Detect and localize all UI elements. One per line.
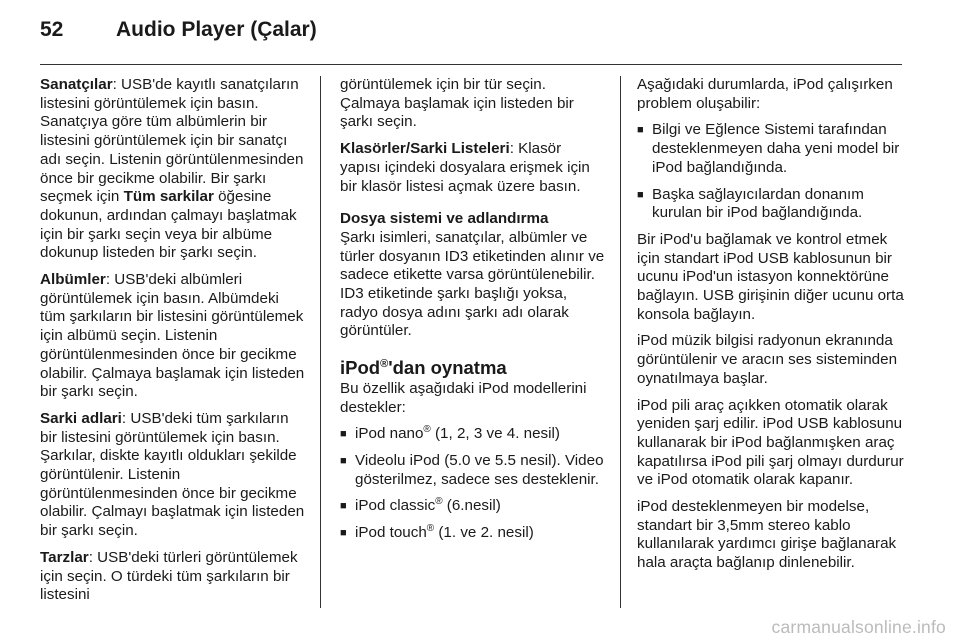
column-divider-1: [320, 76, 321, 608]
column-1: [40, 76, 308, 613]
songs-paragraph: Sarki adlari: USB'deki tüm şarkıların bir listesini görüntülemek için basın. Şarkılar, diskte kayıtlı oldukları şekilde görüntülenir. Listenin görüntülenmesinden önce bir gecikme olabilir. Çalmayı başlatmak için listeden bir şarkı seçin.: [40, 409, 305, 540]
column-divider-2: [620, 76, 621, 608]
albums-term: Albümler: [40, 271, 106, 289]
list-item: ■ iPod touch® (1. ve 2. nesil): [340, 524, 605, 543]
genres-term: Tarzlar: [40, 548, 89, 566]
file-system-paragraph: Şarkı isimleri, sanatçılar, albümler ve türler dosyanın ID3 etiketinden alınır ve sadece etikette varsa görüntülenebilir. ID3 etiketinde şarkı başlığı yoksa, radyo dosya adını şarkı adı olarak görüntüler.: [340, 228, 605, 340]
aux-paragraph: iPod desteklenmeyen bir modelse, standart bir 3,5mm stereo kablo kullanılarak yardımcı girişe bağlanarak hala araçta bağlanıp dinlenebilir.: [637, 498, 897, 572]
songs-term: Sarki adlari: [40, 409, 122, 427]
display-paragraph: iPod müzik bilgisi radyonun ekranında görüntülenir ve aracın ses sisteminden oynatılmaya başlar.: [637, 332, 898, 387]
problems-intro: Aşağıdaki durumlarda, iPod çalışırken problem oluşabilir:: [637, 76, 893, 112]
column-3: [637, 76, 907, 581]
header-rule: [40, 64, 902, 65]
problems-list: [637, 121, 907, 223]
all-songs-term: Tüm sarkilar: [123, 188, 214, 206]
watermark: carmanualsonline.info: [771, 617, 946, 637]
artists-paragraph: Sanatçılar: USB'de kayıtlı sanatçıların listesini görüntülemek için basın. Sanatçıya göre tüm albümlerin bir listesini görüntülemek için bir sanatçı adı seçin. Listenin görüntülenmesinden önce bir gecikme olabilir. Bir şarkı seçmek için Tüm sarkilar öğesine dokunun, ardından çalmayı başlatmak için bir şarkı seçin veya bir albüme dokunup listeden bir şarkı seçin.: [40, 76, 304, 262]
page-header: [40, 18, 317, 52]
charging-paragraph: iPod pili araç açıkken otomatik olarak yeniden şarj edilir. iPod USB kablosunu kullanarak bir iPod bağlanmışken araç kapatılırsa iPod pili şarj olmayı durdurur ve iPod otomatik olarak kapanır.: [637, 396, 904, 489]
albums-paragraph: Albümler: USB'deki albümleri görüntülemek için basın. Albümdeki tüm şarkıların bir listesini görüntülemek için albümü seçin. Listenin görüntülenmesinden önce bir gecikme olabilir. Çalmaya başlamak için listeden bir şarkı seçin.: [40, 271, 305, 401]
list-item: ■ Bilgi ve Eğlence Sistemi tarafından desteklenmeyen daha yeni model bir iPod bağlandığında.: [637, 121, 907, 177]
list-item: ■ Başka sağlayıcılardan donanım kurulan bir iPod bağlandığında.: [637, 186, 907, 223]
ipod-model-list: [340, 425, 605, 543]
genres-continued: görüntülemek için bir tür seçin. Çalmaya başlamak için listeden bir şarkı seçin.: [340, 76, 574, 131]
folders-term: Klasörler/Sarki Listeleri: [340, 140, 510, 158]
list-item: ■ Videolu iPod (5.0 ve 5.5 nesil). Video gösterilmez, sadece ses desteklenir.: [340, 452, 605, 489]
page-number: 52: [40, 18, 64, 41]
list-item: ■ iPod nano® (1, 2, 3 ve 4. nesil): [340, 425, 605, 444]
folders-paragraph: Klasörler/Sarki Listeleri: Klasör yapısı içindeki dosyalara erişmek için bir klasör listesi açmak üzere basın.: [340, 140, 590, 195]
genres-paragraph: Tarzlar: USB'deki türleri görüntülemek için seçin. O türdeki tüm şarkıların bir listesini: [40, 548, 298, 604]
artists-term: Sanatçılar: [40, 76, 113, 93]
ipod-section-heading: iPod®'dan oynatma: [340, 357, 507, 379]
column-2: [340, 76, 605, 551]
list-item: ■ iPod classic® (6.nesil): [340, 497, 605, 516]
ipod-intro: Bu özellik aşağıdaki iPod modellerini destekler:: [340, 379, 587, 416]
page-title: Audio Player (Çalar): [116, 18, 317, 41]
file-system-subhead: Dosya sistemi ve adlandırma: [340, 210, 549, 228]
connect-paragraph: Bir iPod'u bağlamak ve kontrol etmek için standart iPod USB kablosunun bir ucunu iPod'un istasyon konnektörüne bağlayın. USB girişinin diğer ucunu orta konsola bağlayın.: [637, 230, 904, 323]
